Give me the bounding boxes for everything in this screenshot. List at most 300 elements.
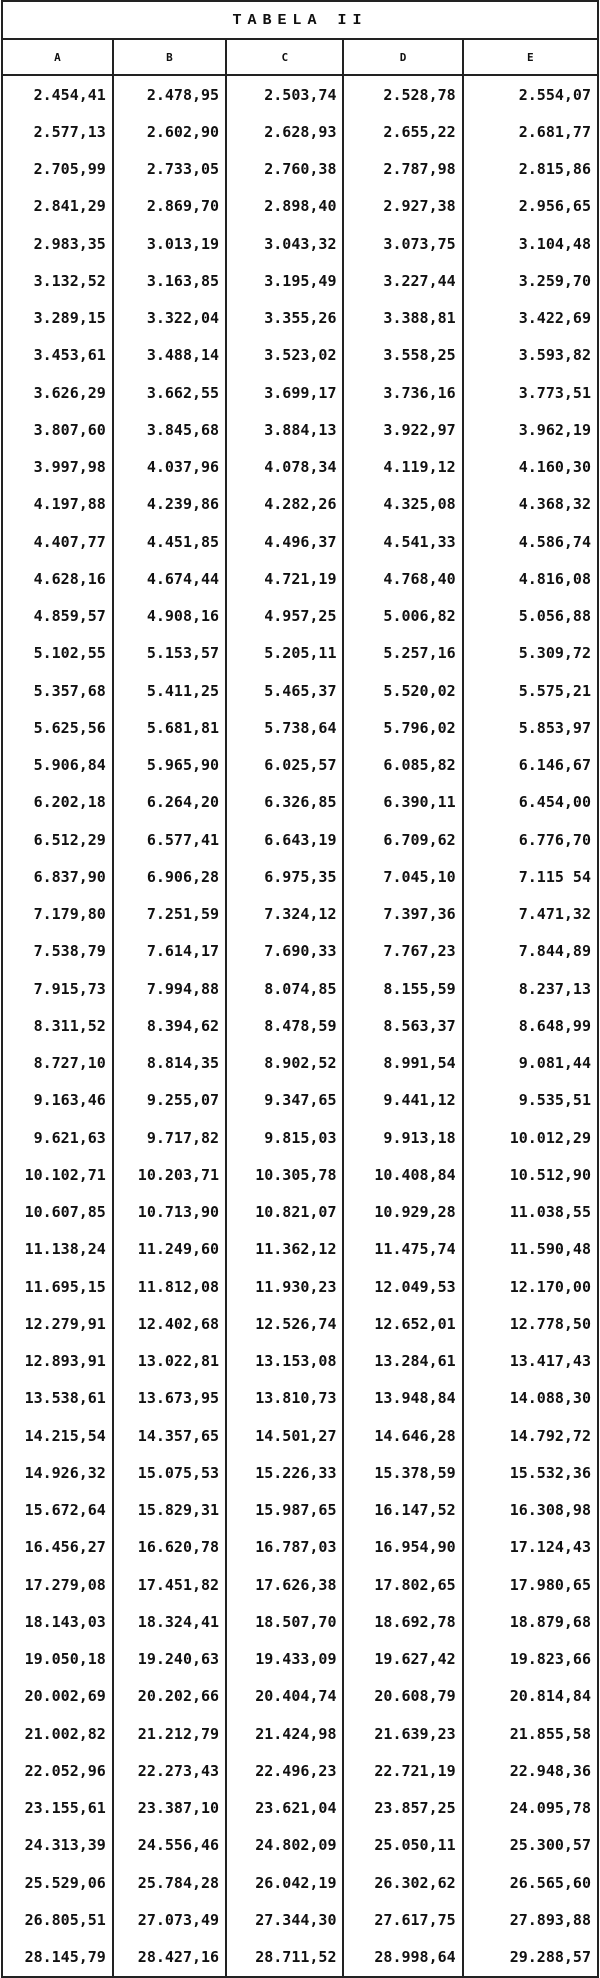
table-cell-a: 11.138,24 (2, 1231, 113, 1268)
table-cell-a: 12.893,91 (2, 1343, 113, 1380)
table-cell-c: 4.957,25 (226, 598, 343, 635)
table-cell-c: 3.043,32 (226, 225, 343, 262)
table-cell-d: 9.441,12 (343, 1082, 462, 1119)
table-cell-e: 6.454,00 (463, 784, 598, 821)
table-cell-c: 2.503,74 (226, 75, 343, 113)
table-cell-a: 5.906,84 (2, 747, 113, 784)
table-cell-e: 7.471,32 (463, 896, 598, 933)
table-cell-d: 2.655,22 (343, 113, 462, 150)
table-row (2, 1790, 598, 1827)
table-row (2, 151, 598, 188)
table-cell-e: 3.773,51 (463, 374, 598, 411)
table-cell-c: 3.884,13 (226, 411, 343, 448)
table-cell-d: 3.922,97 (343, 411, 462, 448)
table-cell-d: 5.257,16 (343, 635, 462, 672)
table-row (2, 821, 598, 858)
table-cell-b: 3.662,55 (113, 374, 226, 411)
table-cell-d: 2.927,38 (343, 188, 462, 225)
table-cell-c: 18.507,70 (226, 1603, 343, 1640)
table-cell-b: 19.240,63 (113, 1641, 226, 1678)
table-row (2, 1492, 598, 1529)
table-row (2, 896, 598, 933)
table-cell-b: 6.264,20 (113, 784, 226, 821)
table-cell-b: 3.013,19 (113, 225, 226, 262)
table-cell-c: 10.305,78 (226, 1156, 343, 1193)
table-cell-a: 14.926,32 (2, 1454, 113, 1491)
table-cell-c: 28.711,52 (226, 1939, 343, 1977)
table-cell-a: 3.626,29 (2, 374, 113, 411)
table-cell-b: 3.488,14 (113, 337, 226, 374)
table-row (2, 188, 598, 225)
table-cell-c: 7.690,33 (226, 933, 343, 970)
table-row (2, 411, 598, 448)
table-cell-e: 2.956,65 (463, 188, 598, 225)
table-row (2, 1715, 598, 1752)
table-cell-d: 6.709,62 (343, 821, 462, 858)
table-row (2, 486, 598, 523)
table-cell-d: 5.006,82 (343, 598, 462, 635)
table-cell-e: 4.368,32 (463, 486, 598, 523)
table-cell-d: 23.857,25 (343, 1790, 462, 1827)
table-cell-e: 26.565,60 (463, 1864, 598, 1901)
table-cell-d: 13.284,61 (343, 1343, 462, 1380)
table-cell-d: 26.302,62 (343, 1864, 462, 1901)
table-cell-c: 4.078,34 (226, 449, 343, 486)
table-cell-a: 25.529,06 (2, 1864, 113, 1901)
table-row (2, 858, 598, 895)
table-row (2, 449, 598, 486)
table-cell-b: 11.249,60 (113, 1231, 226, 1268)
table-cell-c: 8.478,59 (226, 1007, 343, 1044)
table-cell-b: 9.717,82 (113, 1119, 226, 1156)
table-cell-a: 22.052,96 (2, 1752, 113, 1789)
table-cell-b: 23.387,10 (113, 1790, 226, 1827)
table-cell-a: 3.807,60 (2, 411, 113, 448)
table-row (2, 300, 598, 337)
table-cell-e: 13.417,43 (463, 1343, 598, 1380)
table-cell-b: 2.602,90 (113, 113, 226, 150)
table-cell-e: 29.288,57 (463, 1939, 598, 1977)
table-cell-e: 10.512,90 (463, 1156, 598, 1193)
column-header-d: D (343, 39, 462, 75)
table-row (2, 1305, 598, 1342)
table-cell-c: 4.721,19 (226, 560, 343, 597)
table-cell-b: 7.994,88 (113, 970, 226, 1007)
table-cell-d: 11.475,74 (343, 1231, 462, 1268)
header-row (2, 39, 598, 75)
table-row (2, 1529, 598, 1566)
table-cell-c: 6.025,57 (226, 747, 343, 784)
table-cell-b: 3.845,68 (113, 411, 226, 448)
table-cell-b: 20.202,66 (113, 1678, 226, 1715)
table-cell-d: 16.147,52 (343, 1492, 462, 1529)
table-row (2, 1901, 598, 1938)
table-row (2, 1082, 598, 1119)
column-header-c: C (226, 39, 343, 75)
table-cell-e: 20.814,84 (463, 1678, 598, 1715)
table-cell-b: 8.394,62 (113, 1007, 226, 1044)
table-cell-d: 3.558,25 (343, 337, 462, 374)
table-cell-d: 14.646,28 (343, 1417, 462, 1454)
table-cell-d: 28.998,64 (343, 1939, 462, 1977)
table-cell-a: 20.002,69 (2, 1678, 113, 1715)
table-cell-d: 10.408,84 (343, 1156, 462, 1193)
table-row (2, 1007, 598, 1044)
table-cell-d: 7.045,10 (343, 858, 462, 895)
table-cell-c: 5.465,37 (226, 672, 343, 709)
table-cell-e: 5.853,97 (463, 709, 598, 746)
table-cell-c: 22.496,23 (226, 1752, 343, 1789)
table-cell-b: 8.814,35 (113, 1045, 226, 1082)
table-cell-c: 3.355,26 (226, 300, 343, 337)
table-cell-b: 28.427,16 (113, 1939, 226, 1977)
table-cell-c: 9.815,03 (226, 1119, 343, 1156)
table-cell-b: 7.614,17 (113, 933, 226, 970)
table-cell-a: 9.621,63 (2, 1119, 113, 1156)
table-cell-a: 17.279,08 (2, 1566, 113, 1603)
table-cell-d: 6.085,82 (343, 747, 462, 784)
table-cell-b: 16.620,78 (113, 1529, 226, 1566)
table-cell-c: 12.526,74 (226, 1305, 343, 1342)
table-cell-c: 4.282,26 (226, 486, 343, 523)
table-row (2, 1194, 598, 1231)
table-cell-c: 27.344,30 (226, 1901, 343, 1938)
table-cell-e: 11.038,55 (463, 1194, 598, 1231)
table-body (2, 75, 598, 1977)
table-cell-d: 4.768,40 (343, 560, 462, 597)
table-cell-d: 7.397,36 (343, 896, 462, 933)
table-cell-a: 2.454,41 (2, 75, 113, 113)
table-cell-c: 2.898,40 (226, 188, 343, 225)
table-cell-d: 25.050,11 (343, 1827, 462, 1864)
table-row (2, 1939, 598, 1977)
column-header-a: A (2, 39, 113, 75)
column-header-e: E (463, 39, 598, 75)
table-row (2, 784, 598, 821)
table-cell-e: 3.593,82 (463, 337, 598, 374)
table-cell-c: 8.902,52 (226, 1045, 343, 1082)
table-cell-e: 17.124,43 (463, 1529, 598, 1566)
table-cell-a: 3.453,61 (2, 337, 113, 374)
table-row (2, 933, 598, 970)
table-cell-b: 10.203,71 (113, 1156, 226, 1193)
table-cell-d: 4.119,12 (343, 449, 462, 486)
table-cell-c: 19.433,09 (226, 1641, 343, 1678)
table-cell-a: 2.577,13 (2, 113, 113, 150)
table-cell-d: 15.378,59 (343, 1454, 462, 1491)
table-cell-e: 3.259,70 (463, 262, 598, 299)
table-cell-d: 4.541,33 (343, 523, 462, 560)
table-cell-c: 17.626,38 (226, 1566, 343, 1603)
table-cell-a: 5.625,56 (2, 709, 113, 746)
table-cell-b: 2.733,05 (113, 151, 226, 188)
table-cell-b: 12.402,68 (113, 1305, 226, 1342)
table-row (2, 1343, 598, 1380)
table-cell-d: 8.991,54 (343, 1045, 462, 1082)
table-cell-b: 3.322,04 (113, 300, 226, 337)
table-cell-e: 6.146,67 (463, 747, 598, 784)
table-cell-d: 3.736,16 (343, 374, 462, 411)
table-cell-a: 13.538,61 (2, 1380, 113, 1417)
table-cell-e: 8.237,13 (463, 970, 598, 1007)
table-cell-a: 2.983,35 (2, 225, 113, 262)
table-cell-e: 16.308,98 (463, 1492, 598, 1529)
table-cell-e: 14.792,72 (463, 1417, 598, 1454)
table-cell-c: 21.424,98 (226, 1715, 343, 1752)
table-row (2, 225, 598, 262)
table-row (2, 523, 598, 560)
table-row (2, 560, 598, 597)
table-row (2, 1045, 598, 1082)
table-cell-b: 7.251,59 (113, 896, 226, 933)
table-cell-d: 3.227,44 (343, 262, 462, 299)
table-cell-d: 3.073,75 (343, 225, 462, 262)
table-cell-d: 5.796,02 (343, 709, 462, 746)
table-cell-d: 10.929,28 (343, 1194, 462, 1231)
data-table (1, 38, 599, 1978)
table-cell-d: 16.954,90 (343, 1529, 462, 1566)
table-cell-c: 14.501,27 (226, 1417, 343, 1454)
table-cell-b: 2.478,95 (113, 75, 226, 113)
table-cell-a: 28.145,79 (2, 1939, 113, 1977)
table-cell-b: 25.784,28 (113, 1864, 226, 1901)
table-row (2, 1156, 598, 1193)
table-cell-e: 15.532,36 (463, 1454, 598, 1491)
table-cell-c: 11.930,23 (226, 1268, 343, 1305)
table-cell-b: 4.451,85 (113, 523, 226, 560)
table-cell-a: 6.512,29 (2, 821, 113, 858)
table-cell-c: 4.496,37 (226, 523, 343, 560)
table-cell-a: 4.407,77 (2, 523, 113, 560)
table-cell-a: 9.163,46 (2, 1082, 113, 1119)
table-cell-c: 5.205,11 (226, 635, 343, 672)
table-cell-b: 24.556,46 (113, 1827, 226, 1864)
table-cell-d: 3.388,81 (343, 300, 462, 337)
table-sheet (1, 0, 599, 1978)
table-cell-e: 19.823,66 (463, 1641, 598, 1678)
table-cell-a: 12.279,91 (2, 1305, 113, 1342)
table-cell-a: 23.155,61 (2, 1790, 113, 1827)
table-cell-d: 8.563,37 (343, 1007, 462, 1044)
table-cell-a: 24.313,39 (2, 1827, 113, 1864)
table-cell-b: 18.324,41 (113, 1603, 226, 1640)
table-row (2, 262, 598, 299)
table-cell-d: 8.155,59 (343, 970, 462, 1007)
table-cell-a: 2.705,99 (2, 151, 113, 188)
table-cell-a: 14.215,54 (2, 1417, 113, 1454)
table-cell-a: 2.841,29 (2, 188, 113, 225)
table-cell-c: 6.643,19 (226, 821, 343, 858)
table-cell-e: 2.815,86 (463, 151, 598, 188)
table-cell-b: 6.906,28 (113, 858, 226, 895)
table-cell-e: 8.648,99 (463, 1007, 598, 1044)
table-cell-b: 22.273,43 (113, 1752, 226, 1789)
table-cell-e: 4.586,74 (463, 523, 598, 560)
table-cell-c: 6.975,35 (226, 858, 343, 895)
table-cell-e: 5.575,21 (463, 672, 598, 709)
table-cell-c: 11.362,12 (226, 1231, 343, 1268)
table-row (2, 1678, 598, 1715)
table-cell-b: 17.451,82 (113, 1566, 226, 1603)
table-cell-a: 7.179,80 (2, 896, 113, 933)
table-cell-a: 6.202,18 (2, 784, 113, 821)
table-row (2, 635, 598, 672)
table-cell-b: 9.255,07 (113, 1082, 226, 1119)
table-cell-c: 15.226,33 (226, 1454, 343, 1491)
table-cell-b: 2.869,70 (113, 188, 226, 225)
table-cell-e: 4.816,08 (463, 560, 598, 597)
table-cell-c: 3.195,49 (226, 262, 343, 299)
table-cell-c: 2.628,93 (226, 113, 343, 150)
table-cell-e: 24.095,78 (463, 1790, 598, 1827)
table-cell-e: 9.535,51 (463, 1082, 598, 1119)
table-row (2, 672, 598, 709)
table-cell-c: 5.738,64 (226, 709, 343, 746)
table-row (2, 747, 598, 784)
table-cell-c: 9.347,65 (226, 1082, 343, 1119)
table-cell-c: 20.404,74 (226, 1678, 343, 1715)
table-row (2, 1641, 598, 1678)
table-cell-c: 6.326,85 (226, 784, 343, 821)
table-cell-a: 26.805,51 (2, 1901, 113, 1938)
table-cell-a: 6.837,90 (2, 858, 113, 895)
table-cell-b: 3.163,85 (113, 262, 226, 299)
table-row (2, 1827, 598, 1864)
table-row (2, 75, 598, 113)
table-cell-c: 2.760,38 (226, 151, 343, 188)
table-cell-a: 8.727,10 (2, 1045, 113, 1082)
table-row (2, 1566, 598, 1603)
table-cell-d: 19.627,42 (343, 1641, 462, 1678)
table-cell-a: 4.197,88 (2, 486, 113, 523)
table-cell-c: 8.074,85 (226, 970, 343, 1007)
table-cell-a: 21.002,82 (2, 1715, 113, 1752)
table-cell-a: 11.695,15 (2, 1268, 113, 1305)
table-cell-e: 5.056,88 (463, 598, 598, 635)
table-cell-e: 12.778,50 (463, 1305, 598, 1342)
table-cell-e: 25.300,57 (463, 1827, 598, 1864)
table-cell-a: 18.143,03 (2, 1603, 113, 1640)
table-cell-b: 11.812,08 (113, 1268, 226, 1305)
table-cell-c: 7.324,12 (226, 896, 343, 933)
table-cell-c: 15.987,65 (226, 1492, 343, 1529)
table-cell-c: 3.523,02 (226, 337, 343, 374)
table-cell-a: 7.538,79 (2, 933, 113, 970)
table-cell-e: 5.309,72 (463, 635, 598, 672)
table-cell-a: 5.357,68 (2, 672, 113, 709)
table-cell-e: 3.422,69 (463, 300, 598, 337)
table-cell-d: 21.639,23 (343, 1715, 462, 1752)
table-cell-e: 22.948,36 (463, 1752, 598, 1789)
table-row (2, 374, 598, 411)
table-cell-e: 11.590,48 (463, 1231, 598, 1268)
table-cell-a: 4.628,16 (2, 560, 113, 597)
table-row (2, 1454, 598, 1491)
table-cell-b: 10.713,90 (113, 1194, 226, 1231)
table-cell-e: 10.012,29 (463, 1119, 598, 1156)
title-bar (1, 0, 599, 38)
table-row (2, 1864, 598, 1901)
table-cell-d: 2.787,98 (343, 151, 462, 188)
table-cell-c: 10.821,07 (226, 1194, 343, 1231)
table-cell-a: 3.132,52 (2, 262, 113, 299)
table-cell-a: 7.915,73 (2, 970, 113, 1007)
table-cell-b: 27.073,49 (113, 1901, 226, 1938)
table-cell-b: 5.411,25 (113, 672, 226, 709)
table-cell-e: 9.081,44 (463, 1045, 598, 1082)
table-cell-e: 18.879,68 (463, 1603, 598, 1640)
table-cell-a: 3.289,15 (2, 300, 113, 337)
table-cell-a: 5.102,55 (2, 635, 113, 672)
column-header-b: B (113, 39, 226, 75)
table-cell-e: 7.844,89 (463, 933, 598, 970)
table-cell-d: 17.802,65 (343, 1566, 462, 1603)
table-cell-c: 24.802,09 (226, 1827, 343, 1864)
table-row (2, 709, 598, 746)
table-cell-e: 14.088,30 (463, 1380, 598, 1417)
table-cell-a: 10.102,71 (2, 1156, 113, 1193)
table-row (2, 337, 598, 374)
table-cell-c: 13.810,73 (226, 1380, 343, 1417)
table-cell-d: 18.692,78 (343, 1603, 462, 1640)
table-cell-d: 6.390,11 (343, 784, 462, 821)
table-cell-d: 12.652,01 (343, 1305, 462, 1342)
table-cell-b: 5.153,57 (113, 635, 226, 672)
table-cell-d: 12.049,53 (343, 1268, 462, 1305)
table-cell-a: 8.311,52 (2, 1007, 113, 1044)
table-row (2, 1380, 598, 1417)
table-row (2, 1603, 598, 1640)
table-cell-a: 3.997,98 (2, 449, 113, 486)
table-cell-e: 2.681,77 (463, 113, 598, 150)
table-row (2, 970, 598, 1007)
table-cell-e: 27.893,88 (463, 1901, 598, 1938)
table-row (2, 1752, 598, 1789)
table-cell-b: 4.239,86 (113, 486, 226, 523)
table-cell-d: 22.721,19 (343, 1752, 462, 1789)
table-cell-b: 5.965,90 (113, 747, 226, 784)
table-cell-e: 6.776,70 (463, 821, 598, 858)
table-cell-d: 27.617,75 (343, 1901, 462, 1938)
table-cell-c: 26.042,19 (226, 1864, 343, 1901)
table-cell-a: 10.607,85 (2, 1194, 113, 1231)
table-cell-d: 4.325,08 (343, 486, 462, 523)
table-cell-d: 2.528,78 (343, 75, 462, 113)
table-cell-e: 2.554,07 (463, 75, 598, 113)
table-cell-d: 13.948,84 (343, 1380, 462, 1417)
table-cell-e: 3.104,48 (463, 225, 598, 262)
table-cell-b: 13.022,81 (113, 1343, 226, 1380)
table-cell-d: 9.913,18 (343, 1119, 462, 1156)
table-cell-d: 7.767,23 (343, 933, 462, 970)
table-title: TABELA II (232, 11, 368, 29)
table-cell-e: 3.962,19 (463, 411, 598, 448)
table-cell-a: 4.859,57 (2, 598, 113, 635)
table-cell-b: 4.908,16 (113, 598, 226, 635)
table-cell-e: 7.115 54 (463, 858, 598, 895)
table-cell-b: 5.681,81 (113, 709, 226, 746)
table-row (2, 598, 598, 635)
table-cell-a: 16.456,27 (2, 1529, 113, 1566)
table-cell-e: 17.980,65 (463, 1566, 598, 1603)
table-row (2, 1231, 598, 1268)
table-cell-c: 23.621,04 (226, 1790, 343, 1827)
table-cell-b: 21.212,79 (113, 1715, 226, 1752)
table-cell-b: 6.577,41 (113, 821, 226, 858)
table-row (2, 113, 598, 150)
table-cell-b: 13.673,95 (113, 1380, 226, 1417)
table-cell-d: 20.608,79 (343, 1678, 462, 1715)
